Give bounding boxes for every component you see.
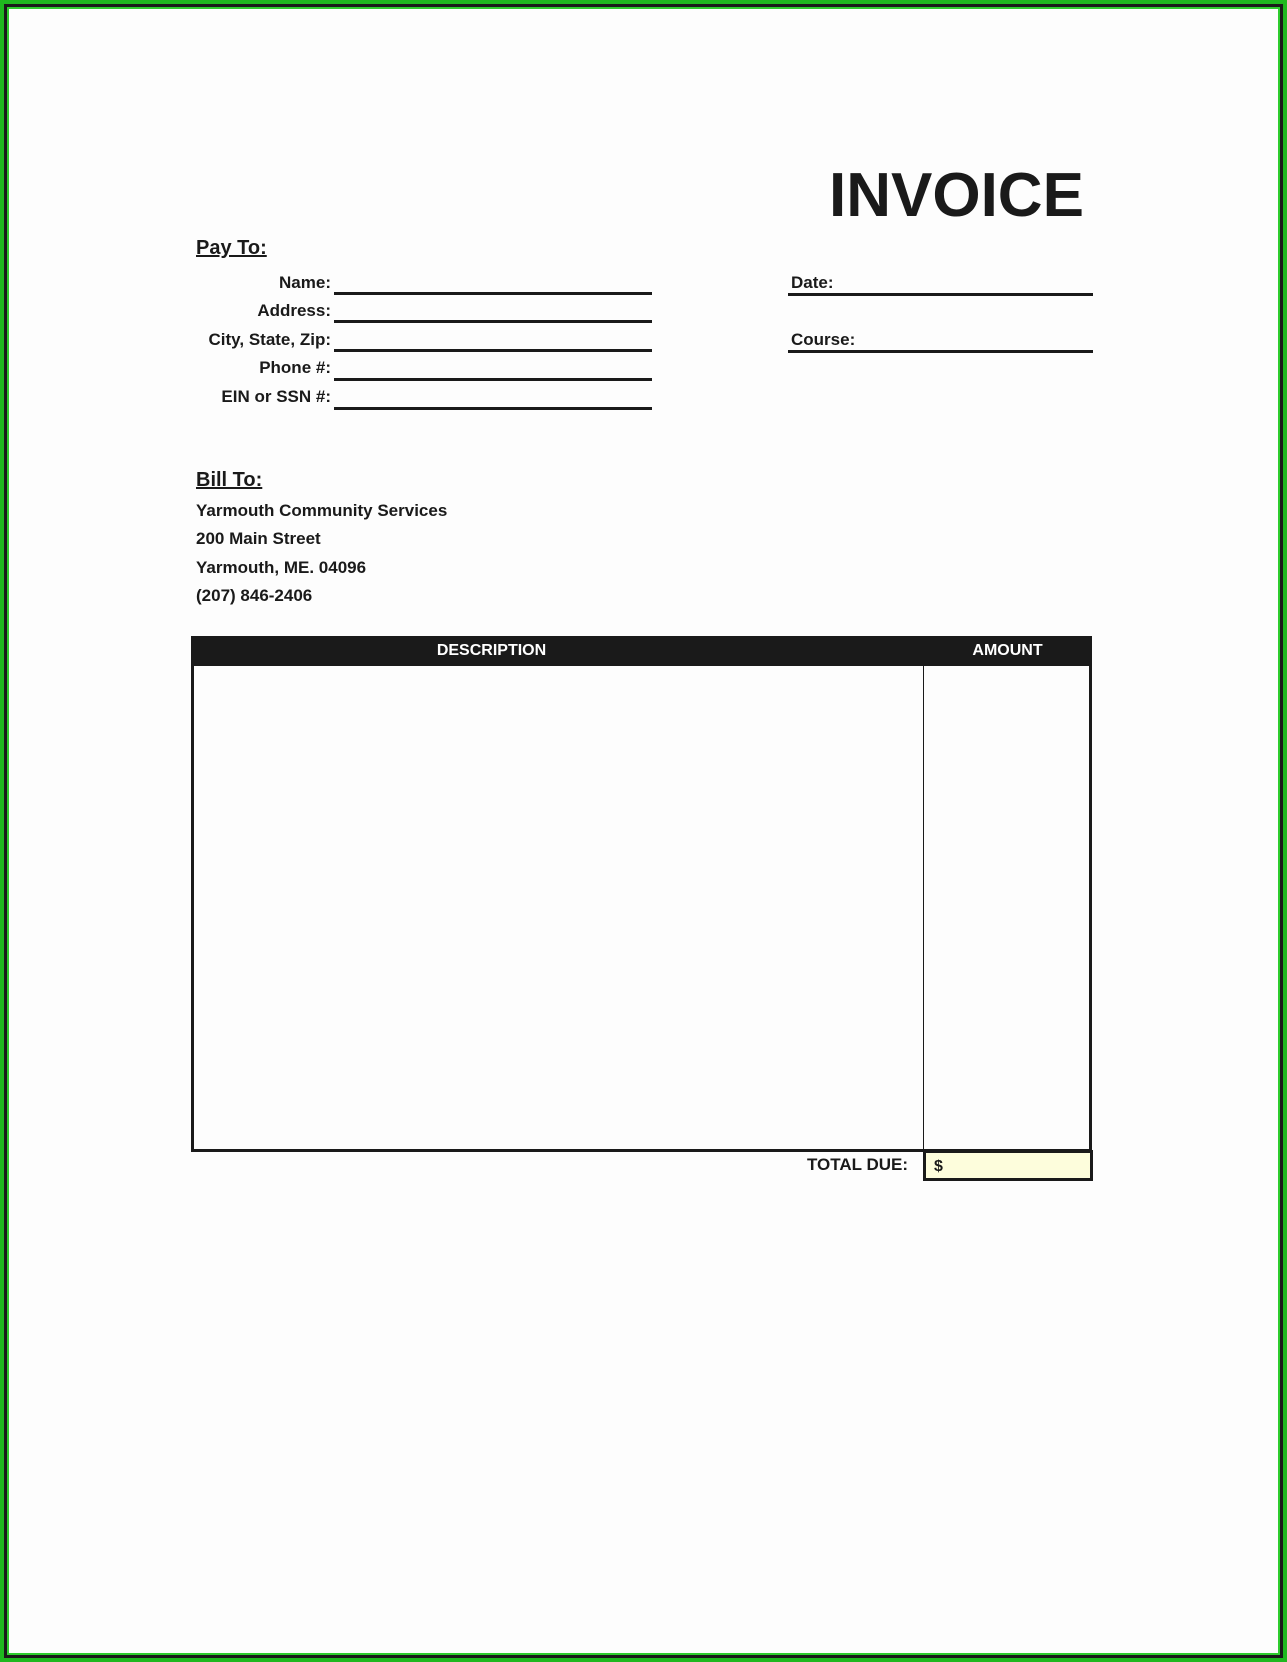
total-due-label: TOTAL DUE:: [806, 1155, 908, 1174]
phone-field[interactable]: [334, 378, 652, 381]
date-label: Date:: [791, 273, 834, 292]
phone-label: Phone #:: [259, 358, 331, 377]
description-header: DESCRIPTION: [436, 642, 547, 659]
bill-to-name: Yarmouth Community Services: [196, 501, 448, 520]
amount-cell[interactable]: [924, 666, 1089, 1149]
date-field[interactable]: [788, 293, 1093, 296]
bill-to-phone: (207) 846-2406: [196, 586, 313, 605]
total-due-field[interactable]: [923, 1150, 1093, 1181]
ein-ssn-field[interactable]: [334, 407, 652, 410]
city-state-zip-label: City, State, Zip:: [208, 330, 331, 349]
name-label: Name:: [279, 273, 331, 292]
amount-header: AMOUNT: [972, 642, 1043, 659]
city-state-zip-field[interactable]: [334, 349, 652, 352]
bill-to-city: Yarmouth, ME. 04096: [196, 558, 367, 577]
name-field[interactable]: [334, 292, 652, 295]
course-field[interactable]: [788, 350, 1093, 353]
bill-to-heading: Bill To:: [196, 469, 263, 491]
currency-symbol: $: [934, 1158, 943, 1175]
description-cell[interactable]: [194, 666, 923, 1149]
address-label: Address:: [257, 301, 331, 320]
address-field[interactable]: [334, 320, 652, 323]
invoice-title: INVOICE: [829, 161, 1084, 230]
ein-ssn-label: EIN or SSN #:: [221, 387, 331, 406]
pay-to-heading: Pay To:: [196, 237, 267, 259]
table-header: [191, 636, 1092, 666]
course-label: Course:: [791, 330, 856, 349]
bill-to-street: 200 Main Street: [196, 529, 321, 548]
